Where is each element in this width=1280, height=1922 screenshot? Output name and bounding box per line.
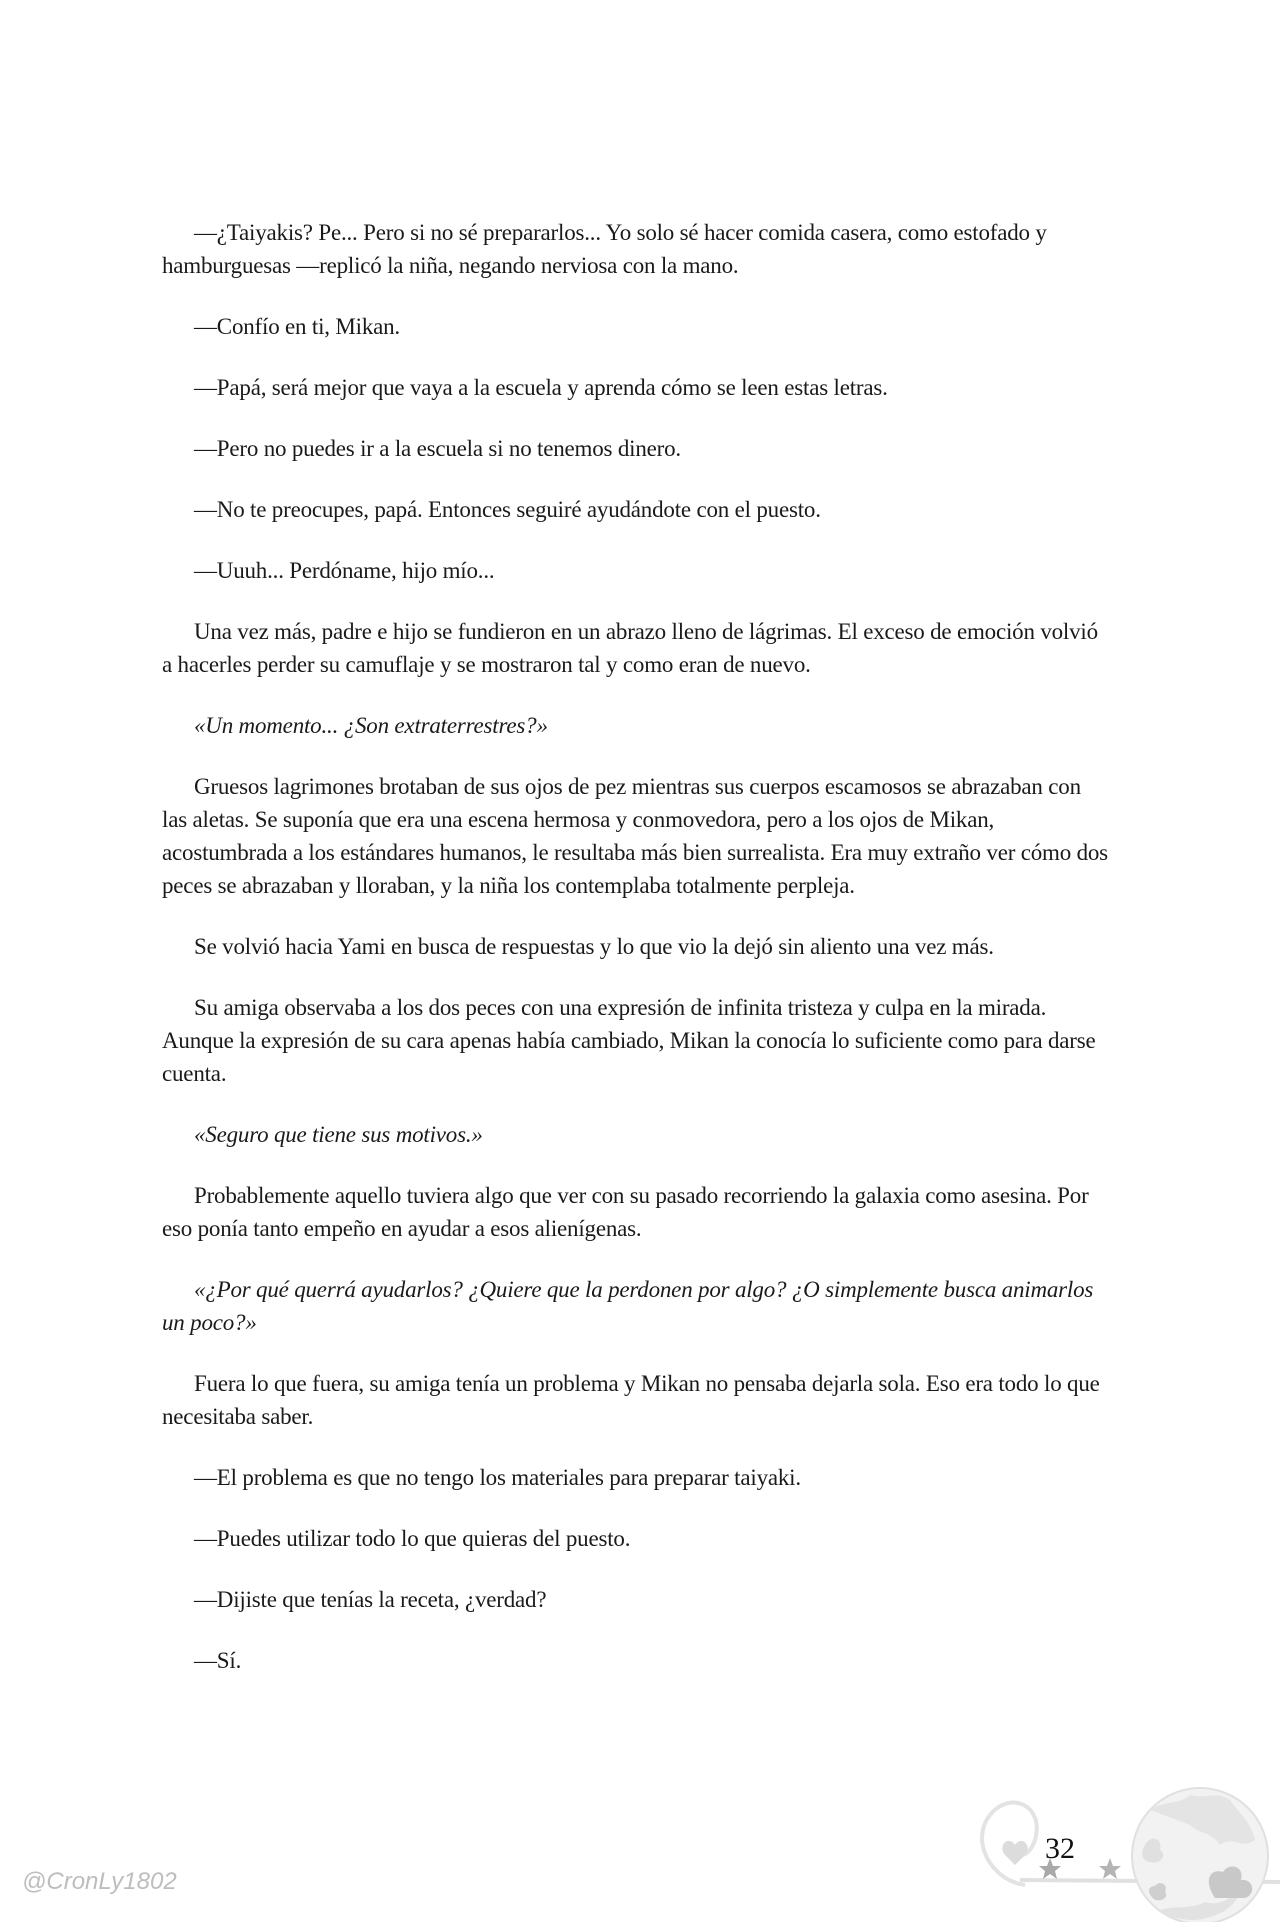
paragraph: —No te preocupes, papá. Entonces seguiré ayudándote con el puesto. [194, 497, 821, 522]
paragraph: —Sí. [194, 1648, 242, 1673]
paragraph: Una vez más, padre e hijo se fundieron en un abrazo lleno de lágrimas. El exceso de emoción volvió a hacerles perder su camuflaje y se mostraron tal y como eran de nuevo. [162, 619, 1098, 677]
thought-paragraph: «¿Por qué querrá ayudarlos? ¿Quiere que la perdonen por algo? ¿O simplemente busca animarlos un poco?» [162, 1277, 1094, 1335]
paragraph: —Papá, será mejor que vaya a la escuela y aprenda cómo se leen estas letras. [194, 375, 888, 400]
thought-paragraph: «Un momento... ¿Son extraterrestres?» [194, 713, 548, 738]
paragraph: —Puedes utilizar todo lo que quieras del puesto. [194, 1526, 631, 1551]
paragraph: Probablemente aquello tuviera algo que ver con su pasado recorriendo la galaxia como asesina. Por eso ponía tanto empeño en ayudar a esos alienígenas. [162, 1183, 1089, 1241]
paragraph: —¿Taiyakis? Pe... Pero si no sé prepararlos... Yo solo sé hacer comida casera, como estofado y hamburguesas —replicó la niña, negando nerviosa con la mano. [162, 220, 1047, 278]
paragraph: Se volvió hacia Yami en busca de respuestas y lo que vio la dejó sin aliento una vez más. [194, 934, 994, 959]
paragraph: —El problema es que no tengo los materiales para preparar taiyaki. [194, 1465, 801, 1490]
paragraph: —Confío en ti, Mikan. [194, 314, 400, 339]
page-body [162, 216, 1110, 1705]
paragraph: Su amiga observaba a los dos peces con una expresión de infinita tristeza y culpa en la mirada. Aunque la expresión de su cara apenas había cambiado, Mikan la conocía lo suficiente como para darse cuenta. [162, 995, 1096, 1086]
paragraph: Gruesos lagrimones brotaban de sus ojos de pez mientras sus cuerpos escamosos se abrazaban con las aletas. Se suponía que era una escena hermosa y conmovedora, pero a los ojos de Mikan, acostumbrada a los estándares humanos, le resultaba más bien surrealista. Era muy extraño ver cómo dos peces se abrazaban y lloraban, y la niña los contemplaba totalmente perpleja. [162, 774, 1108, 898]
moon-ornament-icon [950, 1770, 1280, 1922]
paragraph: Fuera lo que fuera, su amiga tenía un problema y Mikan no pensaba dejarla sola. Eso era todo lo que necesitaba saber. [162, 1371, 1100, 1429]
page-number: 32 [1045, 1832, 1075, 1865]
paragraph: —Dijiste que tenías la receta, ¿verdad? [194, 1587, 547, 1612]
paragraph: —Uuuh... Perdóname, hijo mío... [194, 558, 495, 583]
watermark: @CronLy1802 [22, 1868, 177, 1895]
paragraph: —Pero no puedes ir a la escuela si no tenemos dinero. [194, 436, 681, 461]
thought-paragraph: «Seguro que tiene sus motivos.» [194, 1122, 483, 1147]
